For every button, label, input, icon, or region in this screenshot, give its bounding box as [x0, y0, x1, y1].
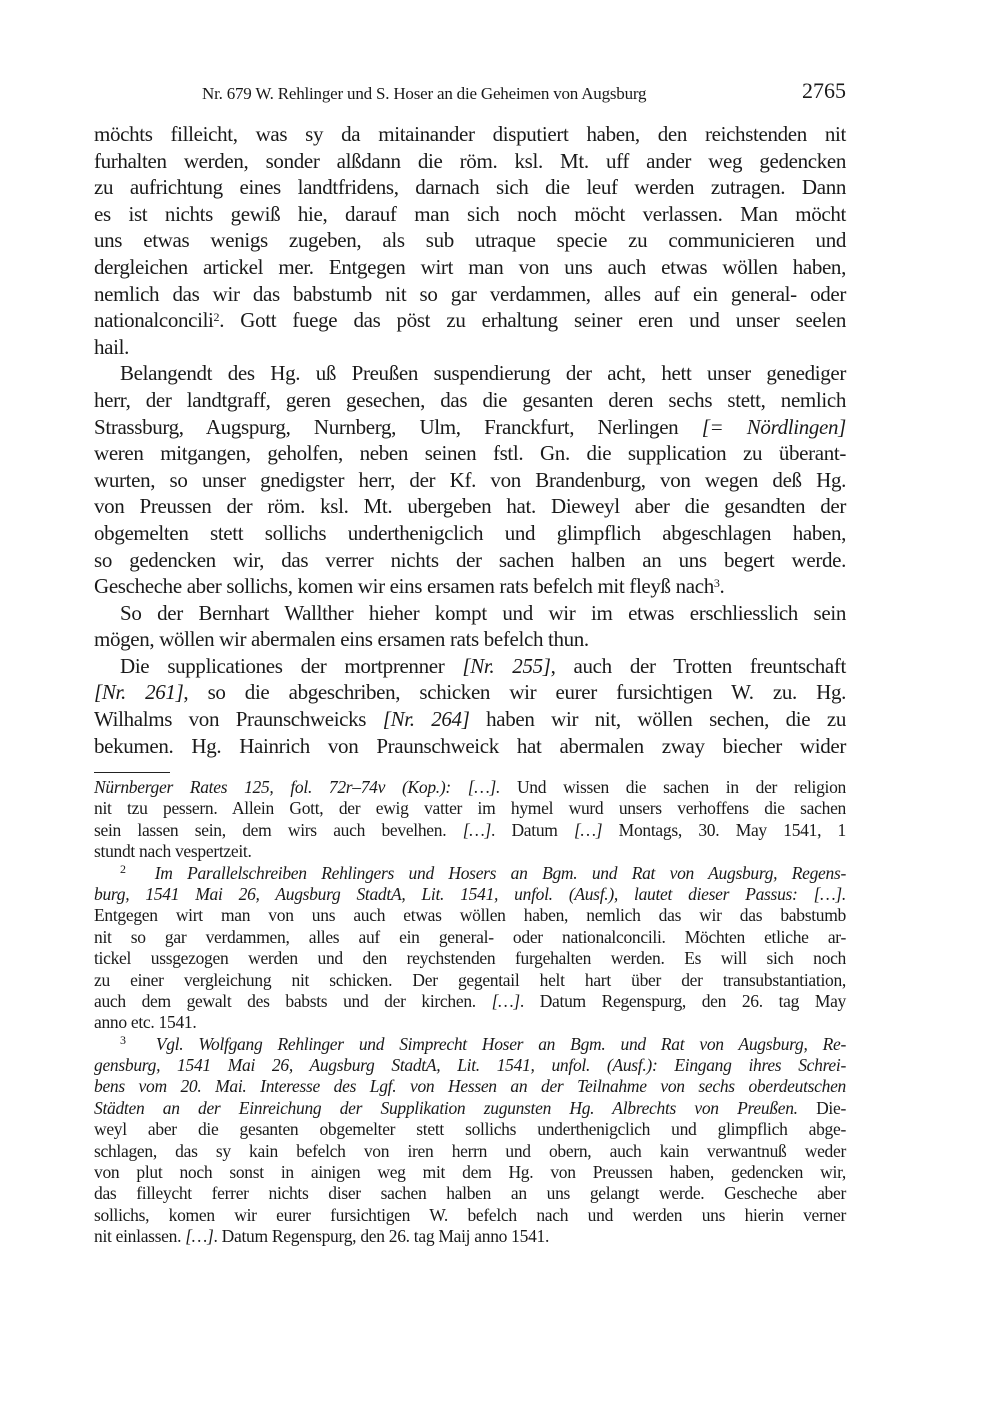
editorial-note: [= Nördlingen]	[701, 414, 846, 439]
cross-reference[interactable]: [Nr. 264]	[382, 707, 470, 732]
footnote-marker: 2	[120, 861, 126, 876]
footnote-line: zu einer vergleichung nit schicken. Der gegentail helt hart über der transubstantiation,	[94, 969, 846, 990]
text-line: Strassburg, Augspurg, Nurnberg, Ulm, Franckfurt, Nerlingen [= Nördlingen]	[94, 414, 846, 439]
footnote-line: Städten an der Einreichung der Supplikation zugunsten Hg. Albrechts von Preußen. Die-	[94, 1097, 846, 1118]
footnote-line: bens vom 20. Mai. Interesse des Lgf. von Hessen an der Teilnahme von sechs oberdeutschen	[94, 1076, 846, 1097]
footnote-line: sollichs, komen wir eurer fursichtigen W. befelch nach und werden uns hierin verner	[94, 1204, 846, 1225]
running-head-title: Nr. 679 W. Rehlinger und S. Hoser an die Geheimen von Augsburg	[202, 84, 647, 103]
paragraph-start: Die supplicationes der mortprenner [Nr. 255], auch der Trotten freuntschaft	[120, 653, 846, 678]
footnote-line: stundt nach vespertzeit.	[94, 841, 252, 862]
footnote-line: nit so gar verdammen, alles auf ein general- oder nationalconcili. Möchten etliche ar-	[94, 926, 846, 947]
cross-reference[interactable]: [Nr. 261]	[94, 680, 184, 705]
text-line: nationalconcili$^2$. Gott fuege das pöst zu erhaltung seiner eren und unser seelen	[94, 308, 846, 333]
footnote-2: $^2$ Im Parallelschreiben Rehlingers und Hosers an Bgm. und Rat von Augsburg, Regens-	[120, 861, 847, 883]
text-line: Wilhalms von Praunschweicks [Nr. 264] haben wir nit, wöllen sechen, die zu	[94, 707, 847, 732]
footnote-line: auch dem gewalt des babsts und der kirchen. […]. Datum Regenspurg, den 26. tag May	[94, 990, 846, 1011]
footnote-line: nit einlassen. […]. Datum Regenspurg, den 26. tag Maij anno 1541.	[94, 1226, 550, 1247]
main-text	[94, 121, 846, 759]
footnote-line: Entgegen wirt man von uns auch etwas wöllen haben, nemlich das wir das babstumb	[94, 905, 846, 926]
footnote-marker: 3	[120, 1032, 126, 1047]
footnote-line: das filleycht ferrer nichts diser sachen halben an uns gelangt werde. Gescheche aber	[94, 1183, 846, 1204]
text-line: herr, der landtgraff, geren gesechen, das die gesanten deren sechs stett, nemlich	[94, 387, 846, 412]
paragraph-start: Belangendt des Hg. uß Preußen suspendierung der acht, hett unser genediger	[120, 361, 846, 386]
page-number: 2765	[802, 78, 846, 103]
footnote-line: burg, 1541 Mai 26, Augsburg StadtA, Lit. 1541, unfol. (Ausf.), lautet dieser Passus: […].	[94, 883, 846, 904]
footnotes	[94, 777, 846, 1248]
footnote-line: tickel ussgezogen werden und den reychstenden furgehalten werden. Es will sich noch	[94, 948, 846, 969]
footnote-separator	[94, 772, 170, 773]
footnote-line: anno etc. 1541.	[94, 1012, 197, 1033]
text-line: von Preussen der röm. ksl. Mt. ubergeben hat. Dieweyl aber die gesandten der	[94, 494, 846, 519]
text-line: uns etwas wenigs zugeben, als sub utraque specie zu communicieren und	[94, 228, 846, 253]
text-line: hail.	[94, 334, 129, 359]
text-line: bekumen. Hg. Hainrich von Praunschweick hat abermalen zway biecher wider	[94, 733, 846, 758]
footnote-line: nit tzu pessern. Allein Gott, der ewig vatter im hymel wurd unsers verhoffens die sachen	[94, 798, 846, 819]
text-line: furhalten werden, sonder alßdann die röm. ksl. Mt. uff ander weg gedencken	[94, 148, 846, 173]
text-line: wurten, so unser gnedigster herr, der Kf. von Brandenburg, von wegen deß Hg.	[94, 467, 846, 492]
text-line: obgemelten stett sollichs underthenigclich und glimpflich abgeschlagen haben,	[94, 520, 846, 545]
footnote-line: weyl aber die gesanten obgemelter stett sollichs underthenigclich und glimpflich abge-	[94, 1119, 846, 1140]
footnote-line: gensburg, 1541 Mai 26, Augsburg StadtA, Lit. 1541, unfol. (Ausf.): Eingang ihres Schrei-	[94, 1055, 846, 1076]
footnote-line: schlagen, das sy kain befelch von iren herrn und obern, auch kain verwantnuß weder	[94, 1140, 846, 1161]
text-line: dergleichen artickel mer. Entgegen wirt man von uns auch etwas wöllen haben,	[94, 254, 846, 279]
text-line: weren mitgangen, geholfen, neben seinen fstl. Gn. die supplication zu überant-	[94, 441, 846, 466]
text-line: nemlich das wir das babstumb nit so gar verdammen, alles auf ein general- oder	[94, 281, 846, 306]
footnote-ref-3[interactable]: 3	[713, 576, 720, 591]
text-line: möchts filleicht, was sy da mitainander disputiert haben, den reichstenden nit	[94, 122, 846, 146]
text-line: zu aufrichtung eines landtfridens, darnach sich die leuf werden zutragen. Dann	[94, 175, 846, 200]
text-line: so gedencken wir, das verrer nichts der sachen halben an uns begert werde.	[94, 547, 846, 572]
text-line: mögen, wöllen wir abermalen eins ersamen rats befelch thun.	[94, 627, 589, 652]
text-line: Gescheche aber sollichs, komen wir eins ersamen rats befelch mit fleyß nach$^3$.	[94, 574, 725, 599]
footnote-line: sein lassen sein, dem wirs auch bevelhen. […]. Datum […] Montags, 30. May 1541, 1	[94, 819, 847, 840]
footnote-3: $^3$ Vgl. Wolfgang Rehlinger und Simprecht Hoser an Bgm. und Rat von Augsburg, Re-	[120, 1032, 846, 1054]
text-line: [Nr. 261], so die abgeschriben, schicken wir eurer fursichtigen W. zu. Hg.	[94, 680, 846, 705]
footnote-line: von plut noch sonst in ainigen weg mit dem Hg. von Preussen haben, gedencken wir,	[94, 1162, 846, 1183]
text-line: es ist nichts gewiß hie, darauf man sich noch möcht verlassen. Man möcht	[94, 201, 846, 226]
footnote-line: Nürnberger Rates 125, fol. 72r–74v (Kop.): […]. Und wissen die sachen in der religion	[94, 777, 846, 797]
paragraph-start: So der Bernhart Wallther hieher kompt und wir im etwas erschliesslich sein	[120, 600, 846, 625]
cross-reference[interactable]: [Nr. 255]	[462, 653, 551, 678]
footnote-ref-2[interactable]: 2	[213, 310, 220, 325]
running-header	[94, 78, 846, 108]
